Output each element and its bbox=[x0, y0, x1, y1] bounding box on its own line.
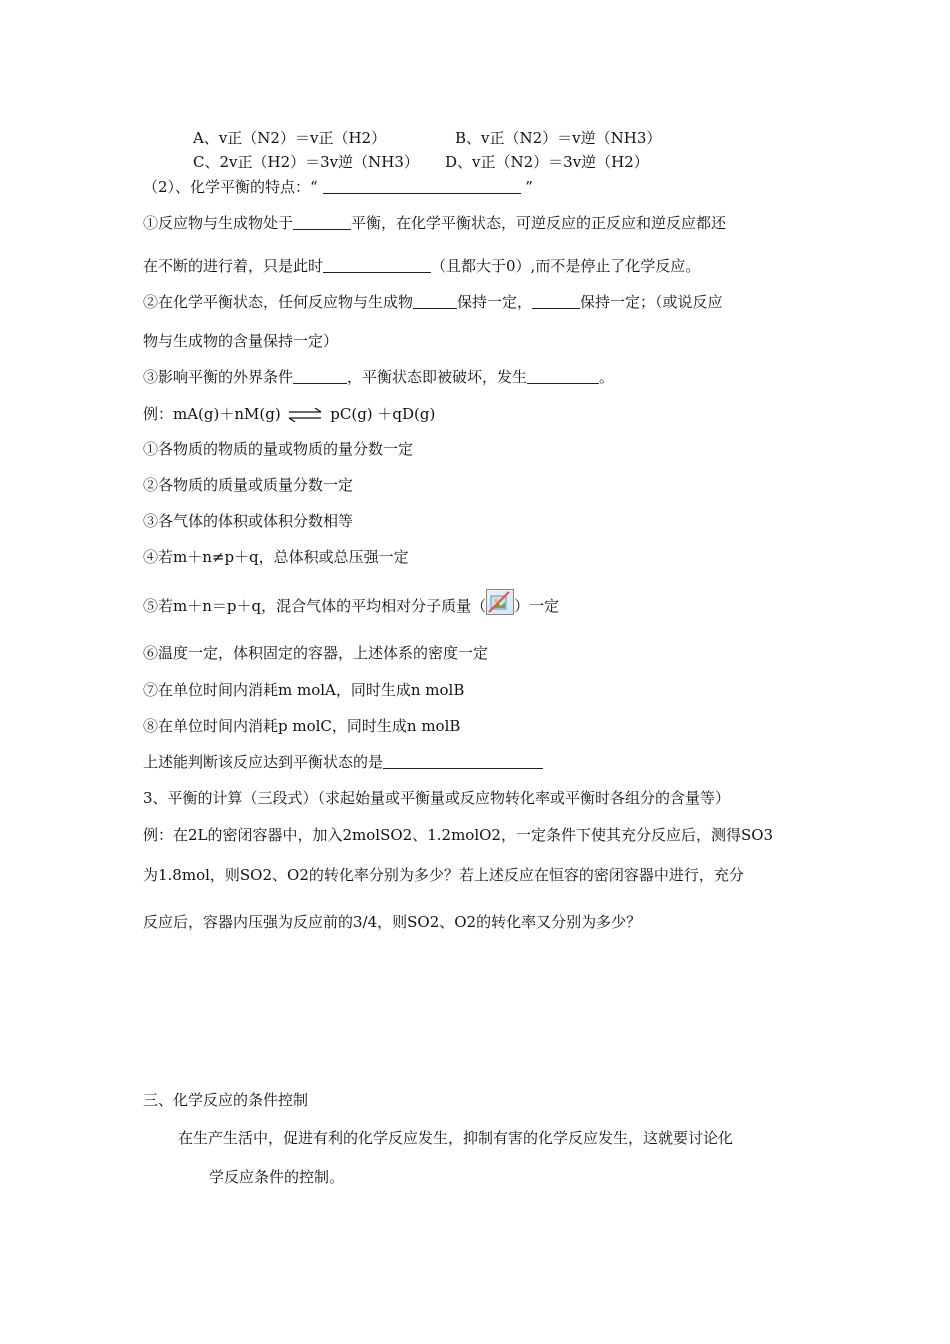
example-reaction: 例：mA(g)＋nM(g) pC(g) ＋qD(g) bbox=[143, 405, 436, 423]
option-c: C、2v正（H2）＝3v逆（NH3） bbox=[193, 153, 419, 171]
option-a: A、v正（N2）＝v正（H2） bbox=[193, 129, 387, 147]
option-b: B、v正（N2）＝v逆（NH3） bbox=[455, 129, 662, 147]
option-d: D、v正（N2）＝3v逆（H2） bbox=[445, 153, 649, 171]
answer-blank[interactable] bbox=[413, 293, 457, 309]
answer-blank[interactable] bbox=[293, 368, 347, 384]
paragraph-3: ③影响平衡的外界条件 ，平衡状态即被破坏，发生 。 bbox=[143, 368, 615, 386]
condition-item: ④若m＋n≠p＋q，总体积或总压强一定 bbox=[143, 548, 409, 566]
condition-item: ⑥温度一定，体积固定的容器，上述体系的密度一定 bbox=[143, 644, 489, 662]
answer-blank[interactable] bbox=[323, 178, 521, 194]
condition-item: ⑤若m＋n＝p＋q，混合气体的平均相对分子质量（ ）一定 bbox=[143, 589, 559, 616]
part3-paragraph: 学反应条件的控制。 bbox=[209, 1168, 345, 1186]
paragraph-1: ①反应物与生成物处于 平衡，在化学平衡状态，可逆反应的正反应和逆反应都还 bbox=[143, 214, 727, 232]
answer-blank[interactable] bbox=[532, 293, 580, 309]
answer-blank[interactable] bbox=[293, 214, 351, 230]
paragraph-2: ②在化学平衡状态，任何反应物与生成物 保持一定， 保持一定；（或说反应 bbox=[143, 293, 723, 311]
part3-heading: 三、化学反应的条件控制 bbox=[143, 1091, 309, 1109]
paragraph-1-cont: 在不断的进行着，只是此时 （且都大于0）,而不是停止了化学反应。 bbox=[143, 257, 701, 275]
condition-item: ①各物质的物质的量或物质的量分数一定 bbox=[143, 440, 414, 458]
equilibrium-arrow-icon bbox=[285, 408, 325, 422]
condition-item: ③各气体的体积或体积分数相等 bbox=[143, 512, 354, 530]
section3-heading: 3、平衡的计算（三段式）（求起始量或平衡量或反应物转化率或平衡时各组分的含量等） bbox=[143, 789, 731, 807]
problem-text: 为1.8mol，则SO2、O2的转化率分别为多少？若上述反应在恒容的密闭容器中进行，充分 bbox=[143, 866, 744, 884]
problem-text: 反应后，容器内压强为反应前的3/4，则SO2、O2的转化率又分别为多少？ bbox=[143, 913, 642, 931]
answer-blank[interactable] bbox=[323, 257, 431, 273]
condition-item: ⑧在单位时间内消耗p molC，同时生成n molB bbox=[143, 717, 461, 735]
paragraph-2-cont: 物与生成物的含量保持一定） bbox=[143, 332, 339, 350]
part3-paragraph: 在生产生活中，促进有利的化学反应发生，抑制有害的化学反应发生，这就要讨论化 bbox=[178, 1129, 734, 1147]
section2-heading: （2）、化学平衡的特点：“ ” bbox=[143, 178, 533, 196]
answer-blank[interactable] bbox=[527, 368, 599, 384]
condition-item: ②各物质的质量或质量分数一定 bbox=[143, 476, 354, 494]
problem-text: 例：在2L的密闭容器中，加入2molSO2、1.2molO2，一定条件下使其充分反应后，测得SO3 bbox=[143, 826, 774, 844]
image-placeholder-icon bbox=[486, 589, 514, 615]
condition-item: ⑦在单位时间内消耗m molA，同时生成n molB bbox=[143, 681, 465, 699]
conclusion-line: 上述能判断该反应达到平衡状态的是 bbox=[143, 752, 543, 772]
answer-blank[interactable] bbox=[383, 753, 543, 769]
